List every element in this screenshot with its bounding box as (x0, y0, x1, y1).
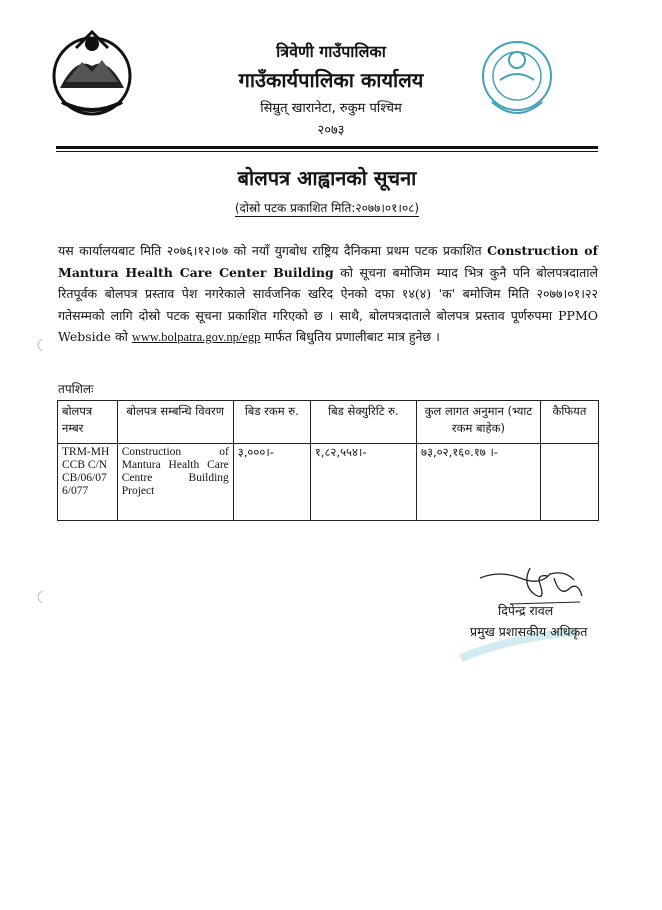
cell-remarks (540, 444, 598, 521)
office-address: सिम्रुत् खारानेटा, रुकुम पश्चिम (260, 101, 402, 116)
table-header-row (58, 401, 599, 444)
col-header-cost-estimate: कुल लागत अनुमान (भ्याट रकम बाहेक) (417, 401, 541, 444)
office-year: २०७३ (317, 123, 345, 138)
signatory-name: दिपेन्द्र रावल (498, 603, 554, 618)
col-header-remarks: कैफियत (540, 401, 598, 444)
notice-body (58, 240, 598, 349)
body-text-2: को सूचना बमोजिम म्याद भित्र कुनै पनि बोलपत्रदाताले रितपूर्वक बोलपत्र प्रस्ताव पेश नगरेकाले सार्वजनिक खरिद ऐनको दफा १४(४) 'क' बमोजिम मिति २०७७।०१।२२ गतेसम्मको लागि दोस्रो पटक सूचना प्रकाशित गरिएको छ । साथै, बोलपत्रदाताले बोलपत्र प्रस्ताव पूर्णरुपमा PPMO Webside को (58, 264, 598, 344)
col-header-bid-security: बिड सेक्युरिटि रु. (310, 401, 416, 444)
col-header-number: बोलपत्र नम्बर (58, 401, 118, 444)
notice-subtitle (56, 199, 598, 216)
office-name: गाउँकार्यपालिका कार्यालय (238, 68, 424, 92)
tender-details-table (57, 400, 599, 521)
cell-description: Construction of Mantura Health Care Centre Building Project (117, 444, 233, 521)
notice-title: बोलपत्र आह्वानको सूचना (237, 166, 417, 190)
header-divider (56, 146, 598, 149)
details-label: तपशिलः (58, 382, 94, 396)
cell-number: TRM-MHCCB C/NCB/06/076/077 (58, 444, 118, 521)
signatory-title: प्रमुख प्रशासकीय अधिकृत (470, 624, 588, 639)
col-header-description: बोलपत्र सम्बन्धि विवरण (117, 401, 233, 444)
cell-bid-amount: ३,०००।- (233, 444, 310, 521)
project-name: Construction of Mantura Health Care Center Building (58, 243, 598, 280)
punch-mark-icon (32, 590, 44, 604)
col-header-bid-amount: बिड रकम रु. (233, 401, 310, 444)
nepal-emblem-icon (46, 26, 138, 118)
header-divider-thin (56, 151, 598, 152)
cell-bid-security: १,८२,५५४।- (310, 444, 416, 521)
table-row (58, 444, 599, 521)
publish-date-text: (दोस्रो पटक प्रकाशित मिति:२०७७।०१।०८) (234, 201, 420, 215)
municipality-name: त्रिवेणी गाउँपालिका (276, 42, 386, 61)
cell-cost-estimate: ७३,०२,१६०.१७ ।- (417, 444, 541, 521)
website-link[interactable]: www.bolpatra.gov.np/egp (131, 330, 261, 344)
punch-mark-icon (32, 338, 44, 352)
body-text-1: यस कार्यालयबाट मिति २०७६।१२।०७ को नयाँ युगबोध राष्ट्रिय दैनिकमा प्रथम पटक प्रकाशित (58, 243, 482, 258)
body-text-3: मार्फत बिधुतिय प्रणालीबाट मात्र हुनेछ । (264, 329, 440, 344)
